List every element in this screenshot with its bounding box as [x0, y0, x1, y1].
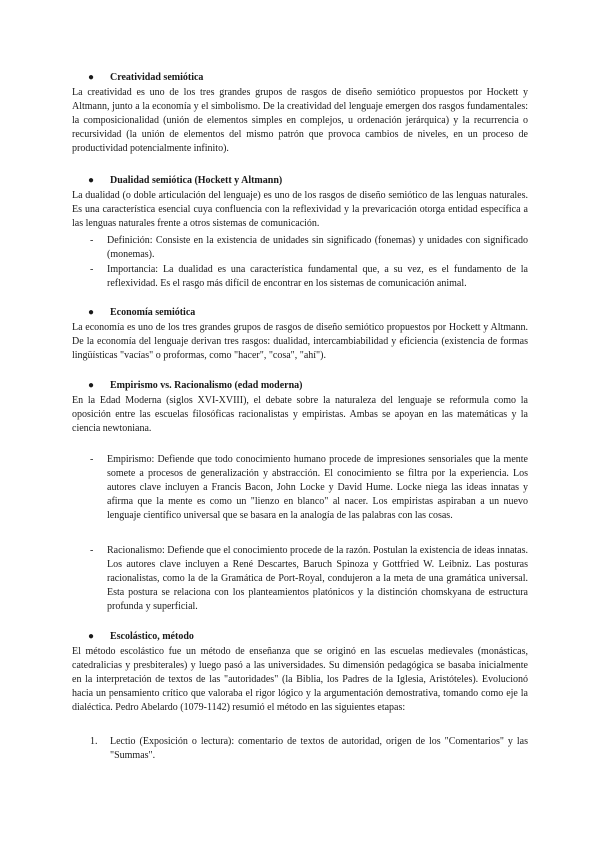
bullet-icon: ● — [88, 72, 95, 83]
heading-text: Dualidad semiótica (Hockett y Altmann) — [110, 175, 283, 186]
paragraph-creatividad: La creatividad es uno de los tres grandes grupos de rasgos de diseño semiótico propuestos por Hockett y Altmann, junto a la economía y el simbolismo. De la creatividad del lenguaje emergen dos rasgos fundamentales: la composicionalidad (unión de elementos simples en complejos, u ordenación jerárquica) y la recurrencia o recursividad (la unión de elementos del mismo patrón que provoca cambios de niveles, en un proceso de productividad potencialmente infinito). — [72, 87, 528, 154]
list-item-text: Importancia: La dualidad es una característica fundamental que, a su vez, es el fundamento de la reflexividad. Es el rasgo más difícil de encontrar en los sistemas de comunicación animal. — [107, 264, 528, 289]
list-item-text: Racionalismo: Defiende que el conocimiento procede de la razón. Postulan la existencia de ideas innatas. Los autores clave incluyen a René Descartes, Baruch Spinoza y Gottfried W. Leibniz. Las posturas racionalistas, como la de la Gramática de Port-Royal, condujeron a la meta de una gramática universal. Esta postura se relaciona con los planteamientos platónicos y la distinción chomskyana de estructura profunda y superficial. — [107, 545, 528, 612]
dash-marker: - — [90, 264, 94, 275]
heading-creatividad — [88, 71, 203, 85]
bullet-icon: ● — [88, 380, 95, 391]
paragraph-empirismo-racionalismo: En la Edad Moderna (siglos XVI-XVIII), el debate sobre la naturaleza del lenguaje se reformula como la oposición entre las escuelas filosóficas racionalistas y empiristas. Ambas se apoyan en las matemáticas y la ciencia newtoniana. — [72, 395, 528, 434]
bullet-icon: ● — [88, 175, 95, 186]
paragraph-dualidad: La dualidad (o doble articulación del lenguaje) es uno de los rasgos de diseño semiótico de las lenguas naturales. Es una característica esencial cuya confluencia con la reflexividad y la prevaricación otorga entidad específica a las lenguas naturales frente a otros sistemas de comunicación. — [72, 190, 528, 229]
dash-marker: - — [90, 235, 94, 246]
heading-empirismo-racionalismo — [88, 379, 303, 393]
heading-escolastico — [88, 630, 194, 644]
dash-marker: - — [90, 545, 94, 556]
list-item-text: Definición: Consiste en la existencia de unidades sin significado (fonemas) y unidades con significado (monemas). — [107, 235, 528, 260]
heading-text: Empirismo vs. Racionalismo (edad moderna) — [110, 380, 303, 391]
paragraph-economia: La economía es uno de los tres grandes grupos de rasgos de diseño semiótico propuestos por Hockett y Altmann. De la economía del lenguaje derivan tres rasgos: dualidad, intercambiabilidad y eficiencia (existencia de formas lingüísticas "vacías" o proformas, como "hacer", "cosa", "ahí"). — [72, 322, 528, 361]
heading-dualidad — [88, 174, 282, 188]
list-item-text: Empirismo: Defiende que todo conocimiento humano procede de impresiones sensoriales que la mente somete a procesos de generalización y abstracción. El conocimiento se filtra por la experiencia. Los autores clave incluyen a Francis Bacon, John Locke y David Hume. Locke niega las ideas innatas y afirma que la mente es como un "lienzo en blanco" al nacer. Los empiristas aspiraban a un nuevo lenguaje científico universal que se basara en la analogía de las palabras con las cosas. — [107, 454, 528, 521]
paragraph-escolastico: El método escolástico fue un método de enseñanza que se originó en las escuelas medievales (monásticas, catedralicias y presbiterales) y luego pasó a las universidades. Su dimensión pedagógica se basaba inicialmente en la interpretación de textos de las "autoridades" (la Biblia, los Padres de la Iglesia, Aristóteles). Evolucionó hacia un pensamiento crítico que valoraba el rigor lógico y la argumentación demostrativa, tomando como eje la dialéctica. Pedro Abelardo (1079-1142) resumió el método en las siguientes etapas: — [72, 646, 528, 713]
heading-text: Economía semiótica — [110, 307, 196, 318]
heading-economia — [88, 306, 195, 320]
bullet-icon: ● — [88, 631, 95, 642]
bullet-icon: ● — [88, 307, 95, 318]
heading-text: Creatividad semiótica — [110, 72, 204, 83]
heading-text: Escolástico, método — [110, 631, 194, 642]
numbered-item-text: Lectio (Exposición o lectura): comentario de textos de autoridad, origen de los "Comentarios" y las "Summas". — [110, 736, 528, 761]
dash-marker: - — [90, 454, 94, 465]
number-marker: 1. — [90, 736, 98, 747]
